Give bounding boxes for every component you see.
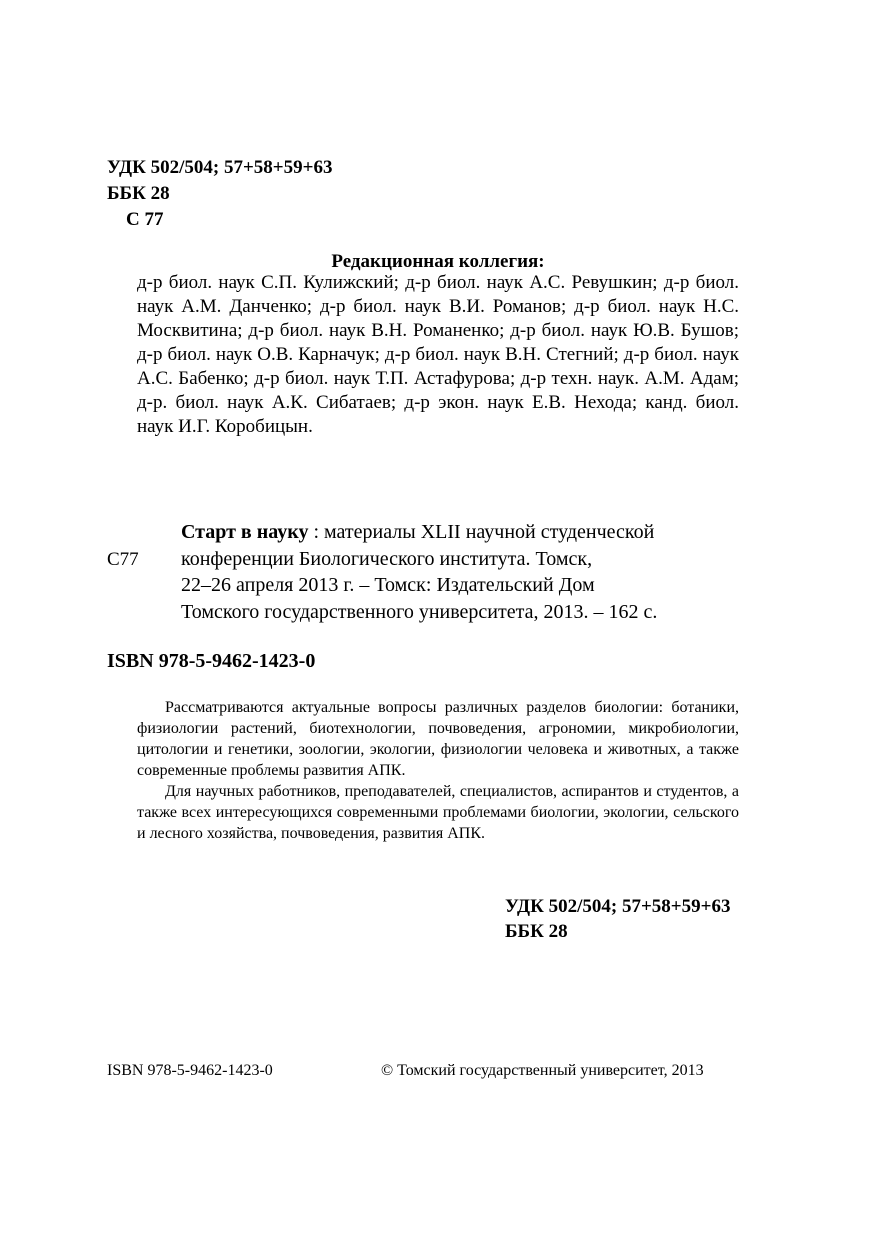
editorial-board-title: Редакционная коллегия: — [331, 251, 545, 272]
udk-code-bottom: УДК 502/504; 57+58+59+63 — [505, 896, 731, 917]
bibliographic-mark: С77 — [107, 549, 139, 570]
bibliographic-line-4: Томского государственного университета, 2013. – 162 с. — [181, 600, 658, 623]
bibliographic-line-3: 22–26 апреля 2013 г. – Томск: Издательский Дом — [181, 574, 595, 596]
bibliographic-line-2: конференции Биологического института. Томск, — [181, 547, 593, 570]
bibliographic-line-1 — [181, 519, 751, 546]
annotation-paragraph-1: Рассматриваются актуальные вопросы различных разделов биологии: ботаники, физиологии растений, биотехнологии, почвоведения, агрономии, микробиологии, цитологии и генетики, зоологии, экологии, физиологии человека и животных, а также современные проблемы развития АПК. — [137, 699, 739, 779]
bbk-code-bottom: ББК 28 — [505, 921, 568, 942]
editorial-board-members: д-р биол. наук С.П. Кулижский; д-р биол. наук А.С. Ревушкин; д-р биол. наук А.М. Данченко; д-р биол. наук В.И. Романов; д-р биол. наук Н.С. Москвитина; д-р биол. наук В.Н. Романенко; д-р биол. наук Ю.В. Бушов; д-р биол. наук О.В. Карначук; д-р биол. наук В.Н. Стегний; д-р биол. наук А.С. Бабенко; д-р биол. наук Т.П. Астафурова; д-р техн. наук. А.М. Адам; д-р. биол. наук А.К. Сибатаев; д-р экон. наук Е.В. Нехода; канд. биол. наук И.Г. Коробицын. — [137, 272, 739, 437]
copyright-notice: © Томский государственный университет, 2013 — [381, 1062, 704, 1079]
classification-block-top — [107, 155, 332, 233]
isbn-footer: ISBN 978-5-9462-1423-0 — [107, 1062, 273, 1079]
isbn-main: ISBN 978-5-9462-1423-0 — [107, 650, 316, 672]
annotation-paragraph-2: Для научных работников, преподавателей, специалистов, аспирантов и студентов, а также всех интересующихся современными проблемами биологии, экологии, сельского и лесного хозяйства, почвоведения, развития АПК. — [137, 783, 739, 842]
bibliographic-description — [181, 519, 751, 625]
author-mark: С 77 — [126, 209, 164, 230]
udk-code: УДК 502/504; 57+58+59+63 — [107, 157, 333, 178]
bibliographic-subtitle: : материалы XLII научной студенческой — [308, 521, 655, 543]
bbk-code: ББК 28 — [107, 183, 170, 204]
book-title: Старт в науку — [181, 521, 309, 543]
classification-block-bottom — [505, 894, 730, 944]
annotation — [137, 697, 739, 844]
